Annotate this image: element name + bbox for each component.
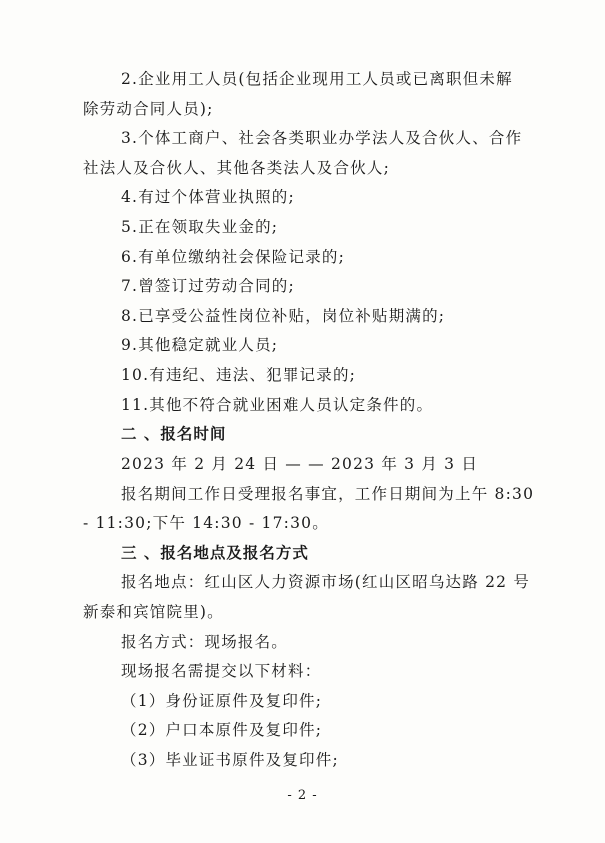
list-item-5: 5.正在领取失业金的; [121, 218, 279, 237]
section-heading-registration-time: 二 、报名时间 [121, 425, 227, 444]
list-item-6: 6.有单位缴纳社会保险记录的; [121, 247, 346, 266]
list-item-4: 4.有过个体营业执照的; [121, 188, 295, 207]
page-number: - 2 - [287, 788, 318, 803]
list-item-7: 7.曾签订过劳动合同的; [121, 277, 295, 296]
material-item-1: （1）身份证原件及复印件; [121, 691, 323, 710]
list-item-9: 9.其他稳定就业人员; [121, 336, 279, 355]
list-item-10: 10.有违纪、违法、犯罪记录的; [121, 366, 357, 385]
registration-place-line1: 报名地点：红山区人力资源市场(红山区昭乌达路 22 号 [121, 573, 531, 592]
list-item-3: 3.个体工商户、社会各类职业办学法人及合伙人、合作 [121, 129, 523, 148]
registration-hours-line1: 报名期间工作日受理报名事宜，工作日期间为上午 8:30 [121, 484, 535, 503]
materials-intro: 现场报名需提交以下材料： [121, 662, 322, 681]
list-item-3-continued: 社法人及合伙人、其他各类法人及合伙人; [83, 158, 391, 177]
registration-place-line2: 新泰和宾馆院里)。 [83, 602, 224, 621]
material-item-2: （2）户口本原件及复印件; [121, 721, 323, 740]
material-item-3: （3）毕业证书原件及复印件; [121, 751, 339, 769]
registration-dates: 2023 年 2 月 24 日 — — 2023 年 3 月 3 日 [121, 454, 479, 473]
section-heading-registration-place: 三 、报名地点及报名方式 [121, 543, 309, 562]
list-item-2-continued: 除劳动合同人员); [83, 99, 214, 118]
list-item-8: 8.已享受公益性岗位补贴，岗位补贴期满的; [121, 306, 446, 325]
registration-hours-line2: - 11:30;下午 14:30 - 17:30。 [83, 514, 329, 533]
list-item-2: 2.企业用工人员(包括企业现用工人员或已离职但未解 [121, 70, 513, 88]
registration-method: 报名方式：现场报名。 [121, 632, 289, 651]
list-item-11: 11.其他不符合就业困难人员认定条件的。 [121, 395, 434, 414]
